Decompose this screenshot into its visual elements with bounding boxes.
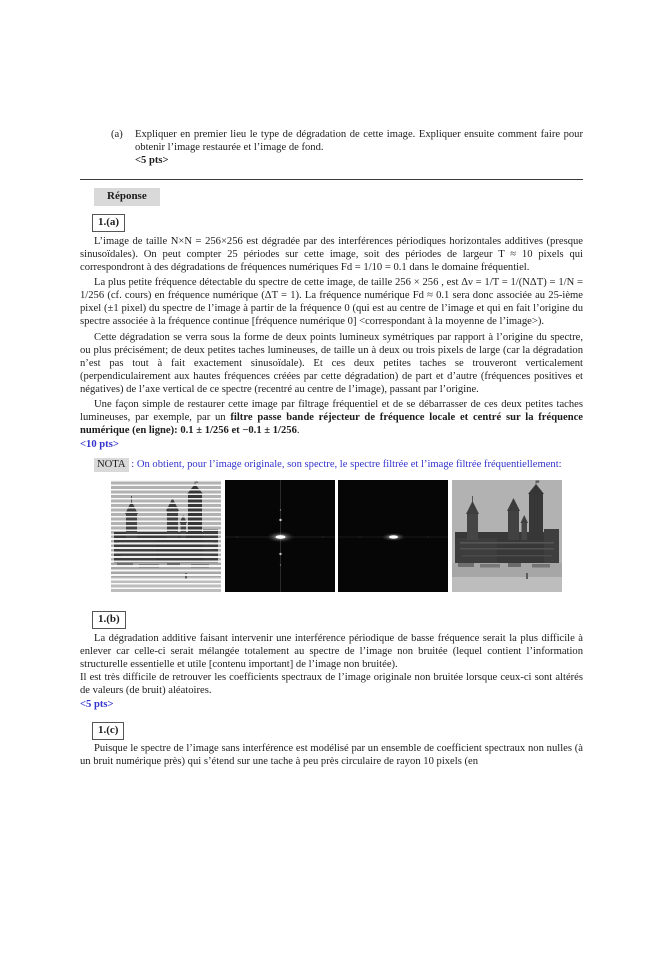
answer-a-points: <10 pts> bbox=[80, 439, 119, 450]
question-item-a bbox=[80, 128, 583, 154]
filtered-spectrum-graphic bbox=[338, 480, 448, 592]
answer-b-paragraph-1: La dégradation additive faisant intervenir une interférence périodique de basse fréquence serait la plus difficile à enlever car celle-ci serait mélangée totalement au spectre de l’image non bruitée (lequel contient l’information structurelle essentielle et utile [contenu important] de l’image non bruitée). bbox=[80, 632, 583, 670]
degraded-image-figure bbox=[111, 480, 221, 592]
interference-stripes-overlay bbox=[111, 480, 221, 592]
nota-paragraph bbox=[80, 458, 583, 471]
answer-label-1b: 1.(b) bbox=[92, 611, 126, 629]
answer-b-paragraph-2: Il est très difficile de retrouver les coefficients spectraux de l’image originale non bruitée lorsque ceux-ci sont altérés de valeurs (de bruit) aléatoires. bbox=[80, 671, 583, 696]
filtered-spectrum-image-figure bbox=[338, 480, 448, 592]
answer-c-paragraph-1: Puisque le spectre de l’image sans interférence est modélisé par un ensemble de coefficient spectraux non nulles (à un bruit numérique près) qui s’étend sur une tache à peu près circulaire de rayon 10 pixels (en bbox=[80, 743, 583, 767]
answer-a-paragraph-3: Cette dégradation se verra sous la forme de deux points lumineux symétriques par rapport à l’origine du spectre, ou plus précisément; de deux petites taches lumineuses, de taille un à deux ou trois pixels de large (car la dégradation n’est pas tout à fait exactement sinusoïdale). Et ces deux petites taches se trouveront verticalement (perpendiculairement aux hautes fréquences créées par cette dégradation) de part et d’autre (fréquences positives et négatives) de l’axe vertical de ce spectre (recentré au centre de l’image), passant par l’origine. bbox=[80, 331, 583, 395]
nota-text: : On obtient, pour l’image originale, son spectre, le spectre filtrée et l’image filtrée fréquentiellement: bbox=[128, 459, 562, 470]
nota-badge: NOTA bbox=[94, 458, 129, 472]
answer-a-paragraph-1: L’image de taille N×N = 256×256 est dégradée par des interférences périodiques horizontales additives (presque sinusoïdales). On peut compter 25 périodes sur cette image, soit des périodes de largeur T ≈ 10 pixels qui correspondront à des dégradations de fréquences numériques Fd = 1/10 = 0.1 dans le domaine fréquentiel. bbox=[80, 235, 583, 273]
restored-image-figure bbox=[452, 480, 562, 592]
question-item-label: (a) bbox=[111, 129, 123, 140]
answer-a-paragraph-2: La plus petite fréquence détectable du spectre de cette image, de taille 256 × 256 , est Δν = 1/T = 1/(NΔT) = 1/N = 1/256 (cf. cours) en fréquence numérique (ΔT = 1). La fréquence numérique Fd ≈ 0.1 sera donc associée au 25-ième pixel (±1 pixel) du spectre de l’image à partir de la fréquence 0 (qui est au centre de l’image et qui en fait l’origine du spectre associée à la fréquence continue [fréquence numérique 0] <correspondant à la moyenne de l’image>). bbox=[80, 277, 583, 327]
answer-a-para4-bold: filtre passe bande réjecteur de fréquence locale et centré sur la fréquence numérique (en ligne): 0.1 ± 1/256 et −0.1 ± 1/256 bbox=[80, 412, 583, 436]
document-content bbox=[80, 128, 583, 768]
answer-a-paragraph-4 bbox=[80, 398, 583, 437]
building-restored-graphic bbox=[452, 480, 562, 592]
spectrum-graphic bbox=[225, 480, 335, 592]
question-points: <5 pts> bbox=[135, 155, 169, 166]
answer-a-para4-lead: Une façon simple de restaurer cette image par filtrage fréquentiel et de se débarrasser de ces deux petites taches lumineuses, par exemple, par un bbox=[80, 399, 583, 423]
answer-label-1a: 1.(a) bbox=[92, 214, 125, 232]
answer-label-1c: 1.(c) bbox=[92, 722, 124, 740]
answer-b-points: <5 pts> bbox=[80, 698, 114, 710]
question-text: Expliquer en premier lieu le type de dégradation de cette image. Expliquer ensuite comment faire pour obtenir l’image restaurée et l’image de fond. bbox=[135, 129, 583, 153]
figure-row bbox=[111, 480, 583, 592]
spectrum-image-figure bbox=[225, 480, 335, 592]
answer-a-para4-period: . bbox=[296, 425, 300, 436]
response-badge: Réponse bbox=[94, 188, 160, 206]
